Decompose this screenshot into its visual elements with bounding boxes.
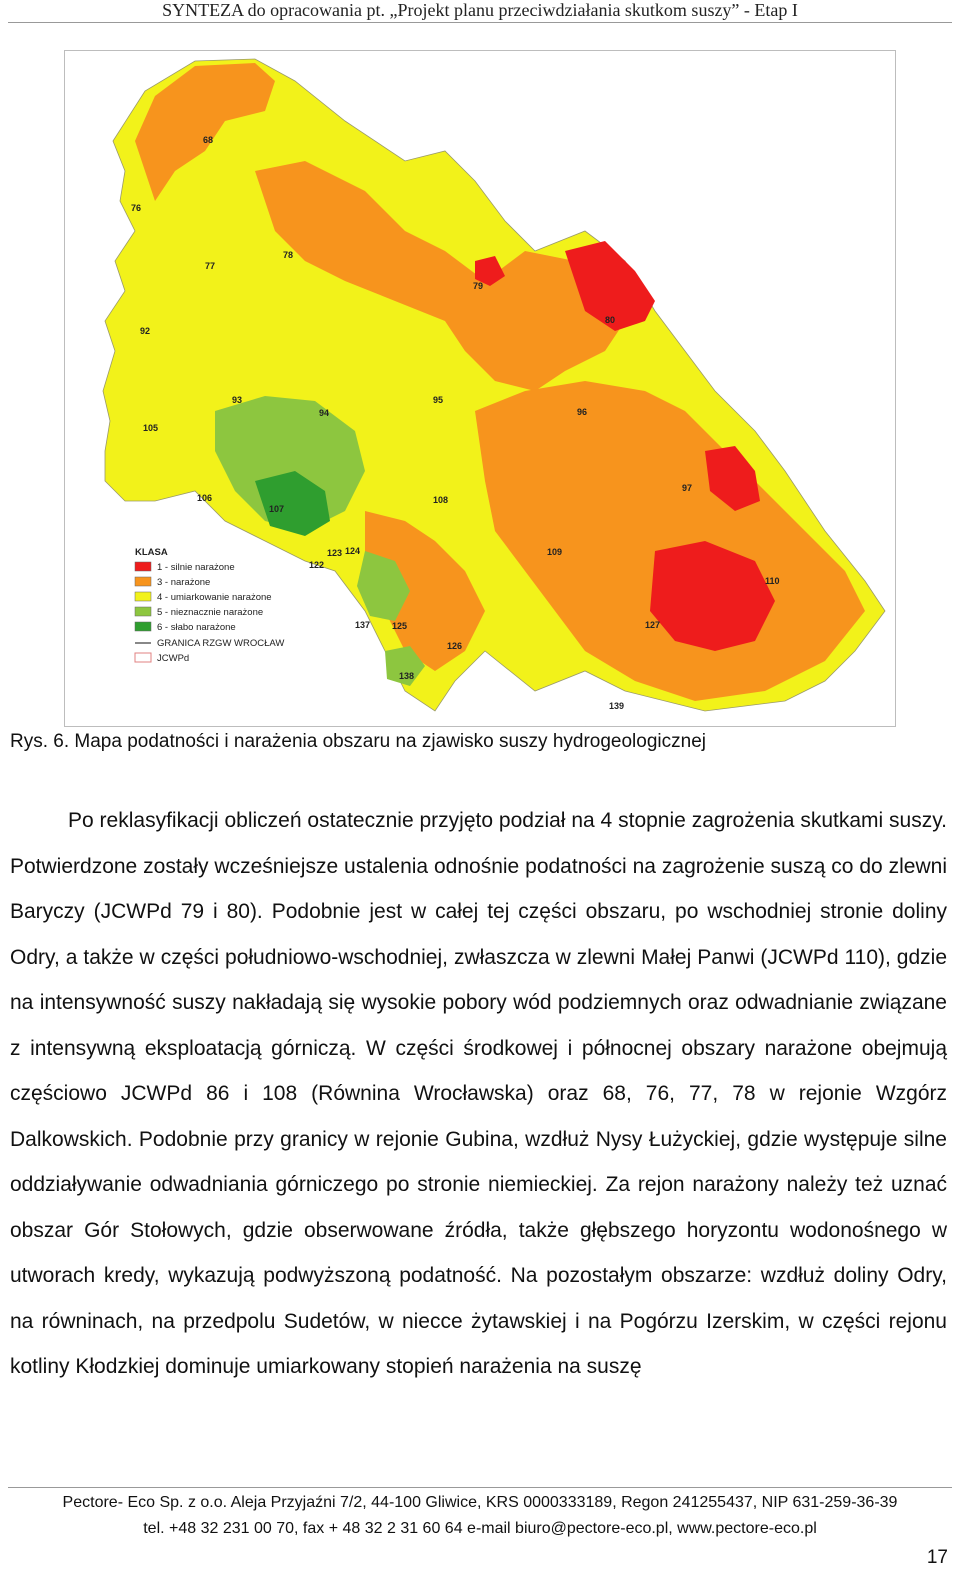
region-label: 125	[392, 621, 408, 631]
region-label: 138	[399, 671, 415, 681]
region-label: 122	[309, 560, 325, 570]
drought-map-figure	[64, 50, 896, 727]
legend-label: 4 - umiarkowanie narażone	[157, 592, 272, 603]
region-label: 139	[609, 701, 625, 711]
region-label: 96	[577, 407, 588, 417]
legend-label: 3 - narażone	[157, 577, 211, 588]
region-label: 123	[327, 548, 343, 558]
legend-swatch	[135, 622, 151, 631]
figure-caption: Rys. 6. Mapa podatności i narażenia obszaru na zjawisko suszy hydrogeologicznej	[10, 731, 706, 752]
legend-title: KLASA	[135, 547, 168, 558]
legend-label: 5 - nieznacznie narażone	[157, 607, 264, 618]
region-label: 109	[547, 547, 563, 557]
body-paragraph: Po reklasyfikacji obliczeń ostatecznie przyjęto podział na 4 stopnie zagrożenia skutkami suszy. Potwierdzone zostały wcześniejsze ustalenia odnośnie podatności na zagrożenie suszą co do zlewni Baryczy (JCWPd 79 i 80). Podobnie jest w całej tej części obszaru, po wschodniej stronie doliny Odry, a także w części południowo-wschodniej, zwłaszcza w zlewni Małej Panwi (JCWPd 110), gdzie na intensywność suszy nakładają się wysokie pobory wód podziemnych oraz odwadnianie związane z intensywną eksploatacją górniczą. W części środkowej i północnej obszary narażone obejmują częściowo JCWPd 86 i 108 (Równina Wrocławska) oraz 68, 76, 77, 78 w rejonie Wzgórz Dalkowskich. Podobnie przy granicy w rejonie Gubina, wzdłuż Nysy Łużyckiej, gdzie występuje silne oddziaływanie odwadniania górniczego po stronie niemieckiej. Za rejon narażony należy też uznać obszar Gór Stołowych, gdzie obserwowane źródła, także głębszego horyzontu wodonośnego w utworach kredy, wykazują podwyższoną podatność. Na pozostałym obszarze: wzdłuż doliny Odry, na równinach, na przedpolu Sudetów, w niecce żytawskiej i na Pogórzu Izerskim, w części rejonu kotliny Kłodzkiej dominuje umiarkowany stopień narażenia na suszę	[10, 809, 947, 1378]
region-label: 94	[319, 408, 330, 418]
region-label: 68	[203, 135, 214, 145]
legend-label: GRANICA RZGW WROCŁAW	[157, 638, 285, 649]
region-label: 76	[131, 203, 142, 213]
map-legend	[135, 547, 284, 664]
region-label: 124	[345, 546, 361, 556]
region-label: 108	[433, 495, 449, 505]
region-label: 93	[232, 395, 243, 405]
region-label: 92	[140, 326, 151, 336]
body-text	[10, 798, 947, 1390]
region-label: 77	[205, 261, 216, 271]
footer-contact: tel. +48 32 231 00 70, fax + 48 32 2 31 60 64 e-mail biuro@pectore-eco.pl, www.pectore-eco.pl	[143, 1520, 817, 1537]
region-label: 95	[433, 395, 444, 405]
running-header: SYNTEZA do opracowania pt. „Projekt planu przeciwdziałania skutkom suszy” - Etap I	[162, 0, 798, 20]
drought-map	[65, 51, 895, 726]
region-label: 97	[682, 483, 693, 493]
legend-label: JCWPd	[157, 653, 190, 664]
legend-swatch	[135, 653, 151, 662]
footer-address: Pectore- Eco Sp. z o.o. Aleja Przyjaźni 7/2, 44-100 Gliwice, KRS 0000333189, Regon 241255437, NIP 631-259-36-39	[62, 1494, 898, 1511]
region-label: 137	[355, 620, 371, 630]
region-label: 127	[645, 620, 661, 630]
legend-swatch	[135, 562, 151, 571]
region-label: 80	[605, 315, 616, 325]
page-number: 17	[926, 1547, 948, 1568]
region-label: 78	[283, 250, 294, 260]
region-label: 107	[269, 504, 285, 514]
region-label: 106	[197, 493, 213, 503]
legend-swatch	[135, 607, 151, 616]
region-label: 105	[143, 423, 159, 433]
region-label: 79	[473, 281, 484, 291]
legend-label: 6 - słabo narażone	[157, 622, 236, 633]
legend-swatch	[135, 577, 151, 586]
legend-swatch	[135, 592, 151, 601]
region-label: 110	[765, 576, 780, 586]
header-rule	[8, 22, 952, 23]
footer-rule	[8, 1487, 952, 1488]
legend-label: 1 - silnie narażone	[157, 562, 235, 573]
region-label: 126	[447, 641, 463, 651]
